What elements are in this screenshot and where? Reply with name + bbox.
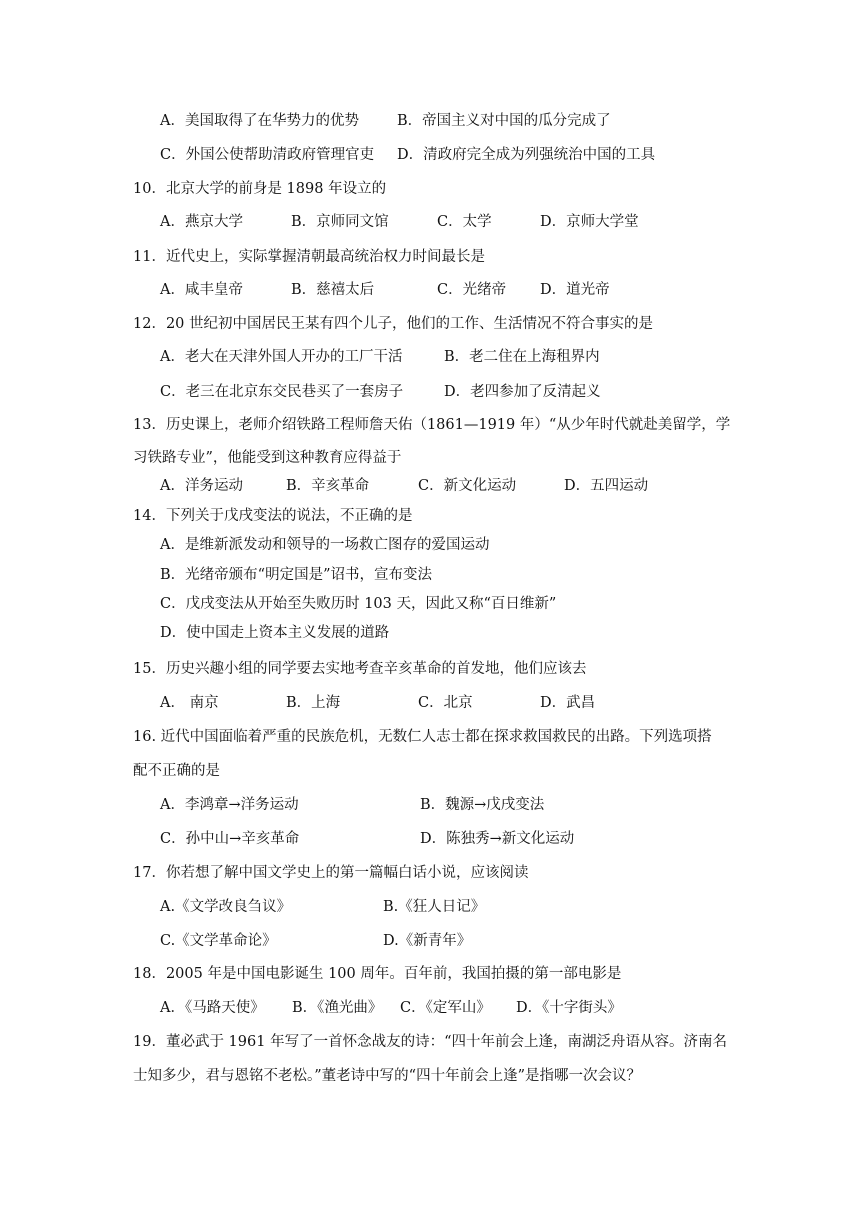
q14-option-c: C．戊戌变法从开始至失败历时 103 天，因此又称“百日维新” [160, 596, 557, 612]
q18-option-d: D．《十字街头》 [516, 1000, 622, 1016]
q16-option-c: C．孙中山→辛亥革命 [160, 831, 300, 847]
q10-stem: 10．北京大学的前身是 1898 年设立的 [133, 181, 387, 197]
q10-option-c: C．太学 [437, 214, 492, 230]
q15-option-a: A． 南京 [160, 695, 219, 711]
q11-option-d: D．道光帝 [540, 282, 610, 298]
q13-stem-line2: 习铁路专业”，他能受到这种教育应得益于 [133, 450, 402, 466]
q11-stem: 11．近代史上，实际掌握清朝最高统治权力时间最长是 [133, 249, 485, 265]
q10-option-b: B．京师同文馆 [291, 214, 389, 230]
q14-option-d: D．使中国走上资本主义发展的道路 [160, 625, 390, 641]
q13-option-a: A．洋务运动 [160, 478, 243, 494]
q16-option-a: A．李鸿章→洋务运动 [160, 797, 299, 813]
q13-option-c: C．新文化运动 [418, 478, 517, 494]
q9-option-c: C．外国公使帮助清政府管理官吏 [160, 147, 375, 163]
q14-option-a: A．是维新派发动和领导的一场救亡图存的爱国运动 [160, 537, 490, 553]
q16-option-b: B．魏源→戊戌变法 [420, 797, 545, 813]
q10-option-a: A．燕京大学 [160, 214, 243, 230]
q12-option-b: B．老二住在上海租界内 [444, 349, 600, 365]
q16-stem-line1: 16. 近代中国面临着严重的民族危机，无数仁人志士都在探求救国救民的出路。下列选项搭 [133, 729, 712, 745]
q13-stem-line1: 13．历史课上，老师介绍铁路工程师詹天佑（1861—1919 年）“从少年时代就赴美留学，学 [133, 417, 731, 433]
q10-option-d: D．京师大学堂 [540, 214, 639, 230]
q14-stem: 14．下列关于戊戌变法的说法，不正确的是 [133, 508, 413, 524]
q16-option-d: D．陈独秀→新文化运动 [420, 831, 575, 847]
q12-option-c: C．老三在北京东交民巷买了一套房子 [160, 384, 404, 400]
q13-option-d: D．五四运动 [564, 478, 649, 494]
q9-option-d: D．清政府完全成为列强统治中国的工具 [397, 147, 656, 163]
q15-stem: 15．历史兴趣小组的同学要去实地考查辛亥革命的首发地，他们应该去 [133, 661, 587, 677]
q18-option-a: A．《马路天使》 [160, 1000, 265, 1016]
q11-option-c: C．光绪帝 [437, 282, 507, 298]
q14-option-b: B．光绪帝颁布“明定国是”诏书，宣布变法 [160, 567, 432, 583]
q17-stem: 17．你若想了解中国文学史上的第一篇幅白话小说，应该阅读 [133, 865, 529, 881]
q18-stem: 18．2005 年是中国电影诞生 100 周年。百年前，我国拍摄的第一部电影是 [133, 966, 622, 982]
q12-option-a: A．老大在天津外国人开办的工厂干活 [160, 349, 403, 365]
q15-option-c: C．北京 [418, 695, 473, 711]
q19-stem-line1: 19．董必武于 1961 年写了一首怀念战友的诗：“四十年前会上逢，南湖泛舟语从容。济南名 [133, 1034, 727, 1050]
q17-option-d: D.《新青年》 [383, 933, 472, 949]
q13-option-b: B．辛亥革命 [286, 478, 370, 494]
q19-stem-line2: 士知多少，君与恩铭不老松。”董老诗中写的“四十年前会上逢”是指哪一次会议？ [133, 1068, 641, 1084]
q18-option-b: B．《渔光曲》 [292, 1000, 383, 1016]
q12-option-d: D．老四参加了反清起义 [444, 384, 601, 400]
q17-option-c: C.《文学革命论》 [160, 933, 277, 949]
q15-option-b: B．上海 [286, 695, 341, 711]
q17-option-a: A.《文学改良刍议》 [160, 899, 292, 915]
q17-option-b: B.《狂人日记》 [383, 899, 486, 915]
q11-option-a: A．咸丰皇帝 [160, 282, 243, 298]
q12-stem: 12．20 世纪初中国居民王某有四个儿子，他们的工作、生活情况不符合事实的是 [133, 316, 654, 332]
q18-option-c: C．《定军山》 [400, 1000, 491, 1016]
q11-option-b: B．慈禧太后 [291, 282, 375, 298]
q9-option-a: A．美国取得了在华势力的优势 [160, 113, 359, 129]
q15-option-d: D．武昌 [540, 695, 596, 711]
q9-option-b: B．帝国主义对中国的瓜分完成了 [397, 113, 611, 129]
q16-stem-line2: 配不正确的是 [133, 763, 220, 779]
